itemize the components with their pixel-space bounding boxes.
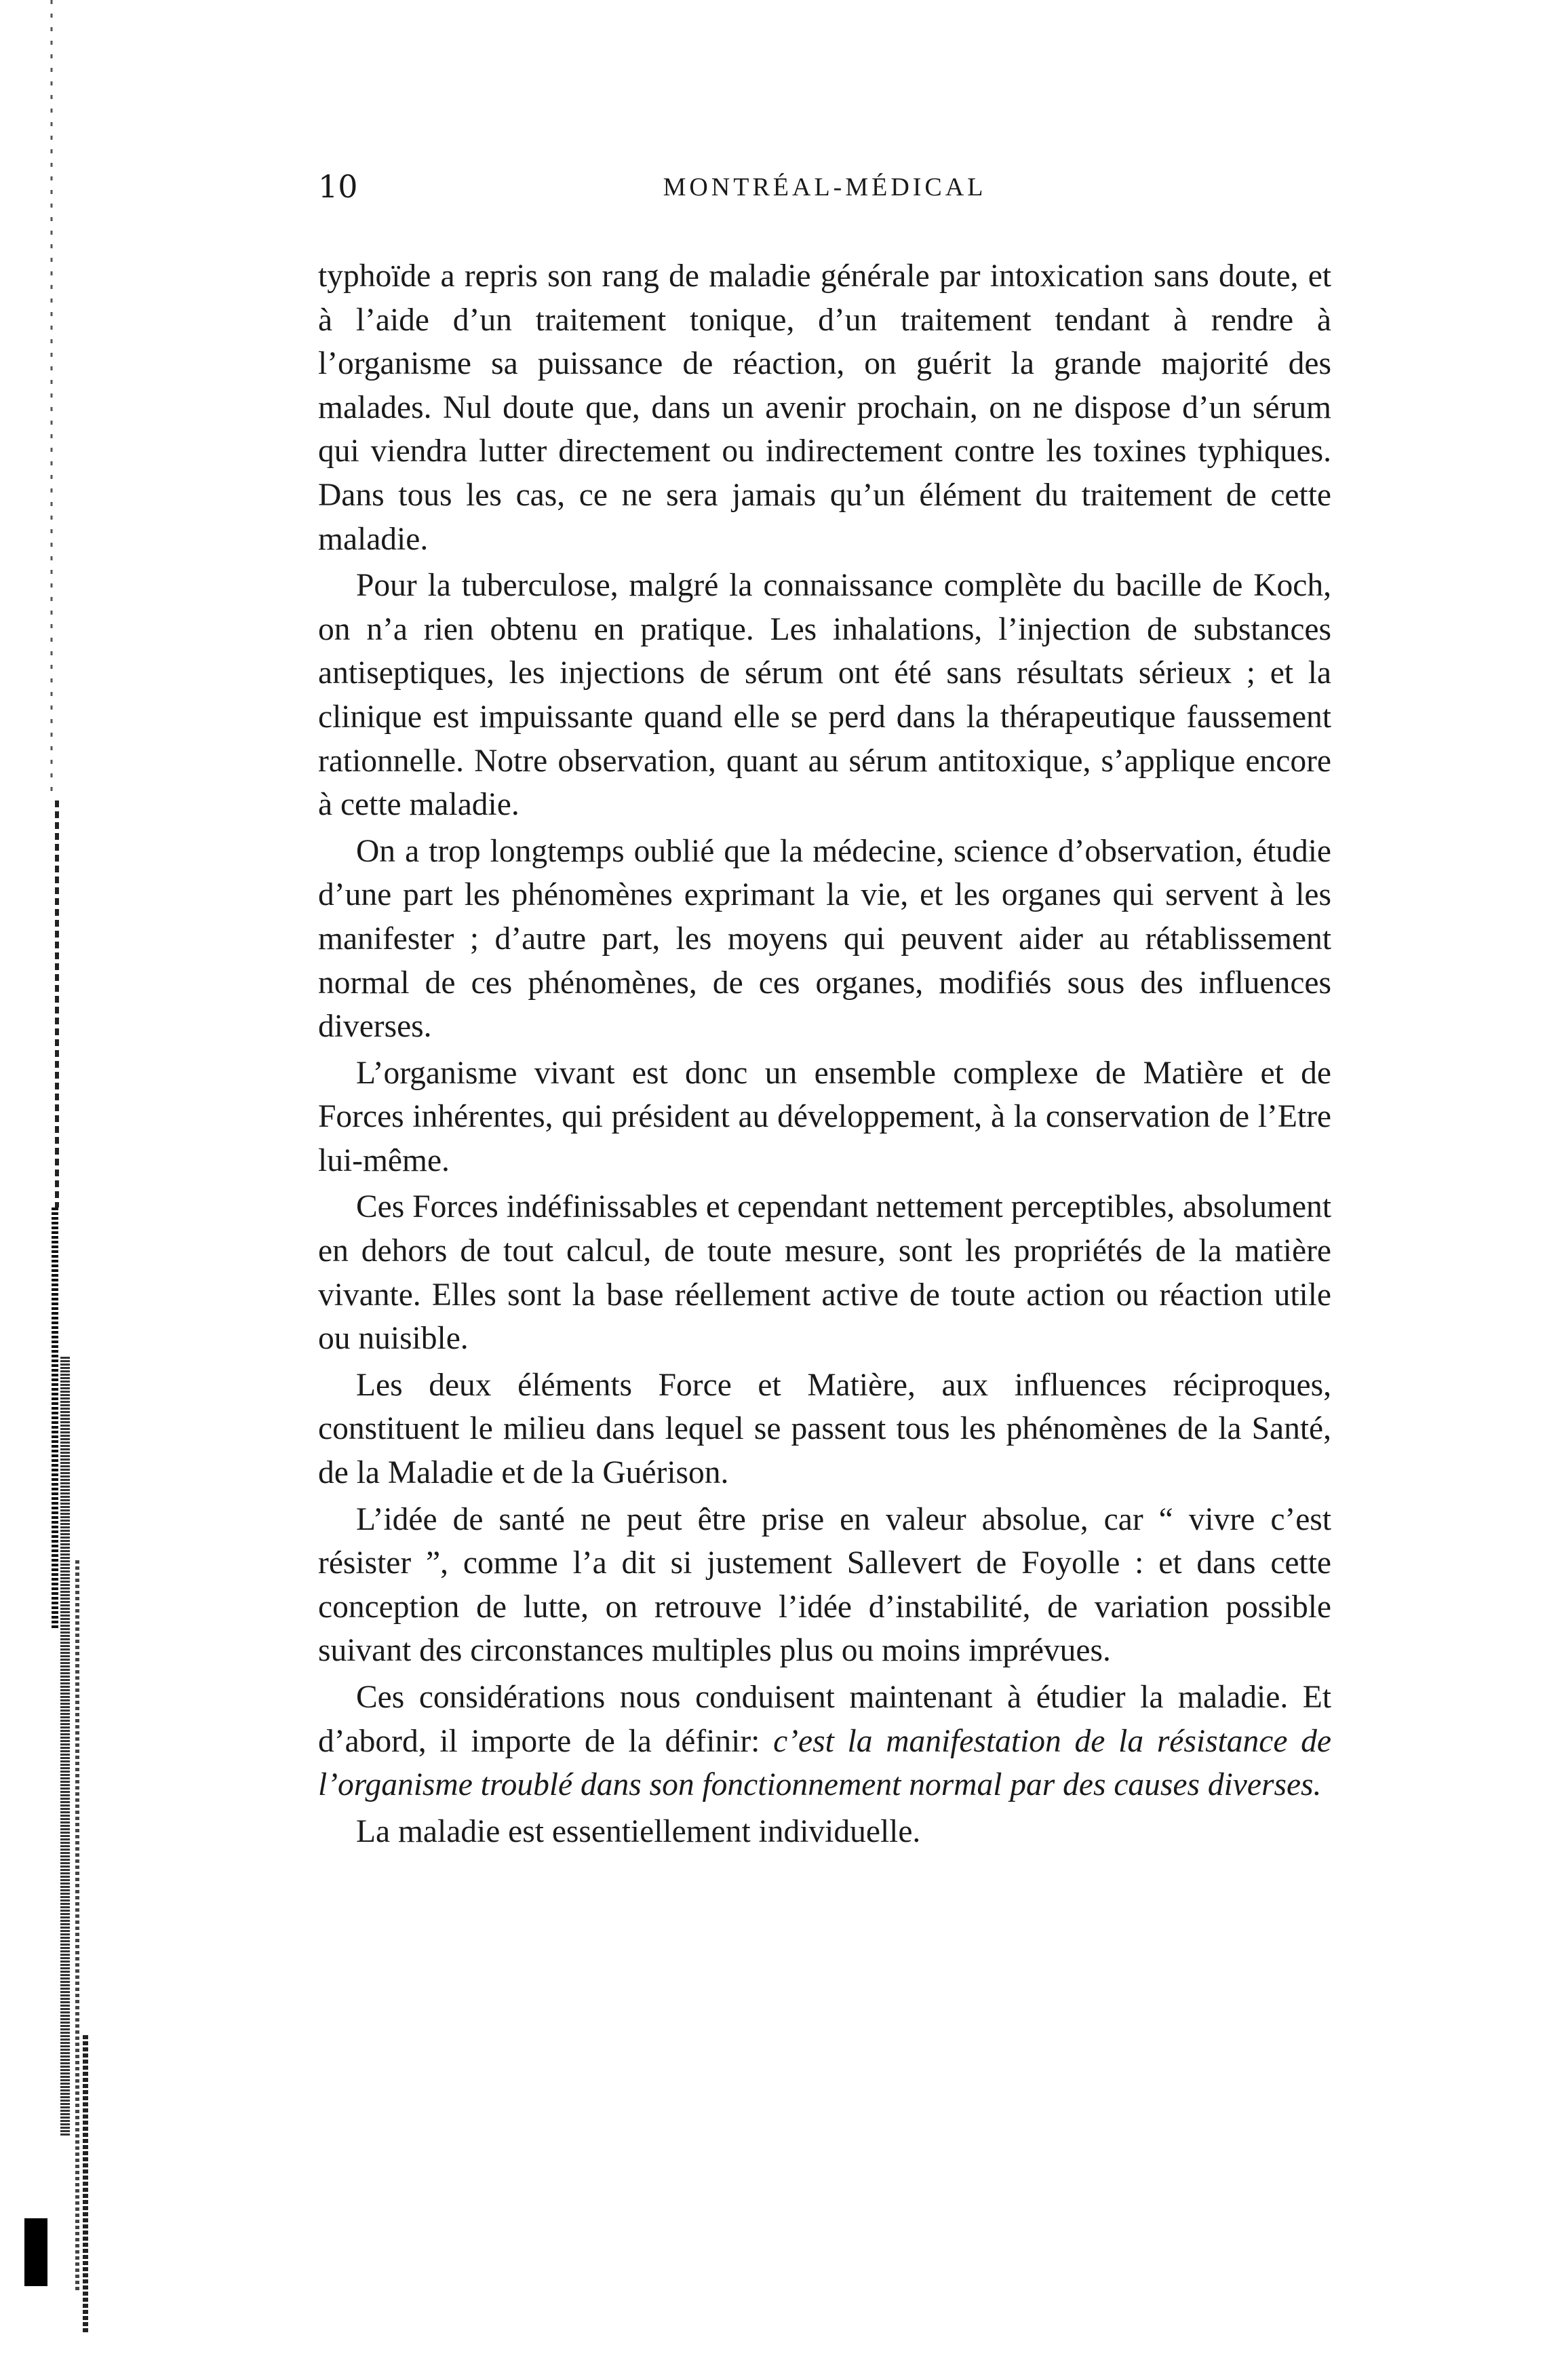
paragraph-tuberculose: Pour la tuberculose, malgré la connaissance complète du bacille de Koch, on n’a rien obtenu en pratique. Les inhalations, l’injection de substances antiseptiques, les injections de sérum ont été sans résultats sérieux ; et la clinique est impuissante quand elle se perd dans la thérapeutique faussement rationnelle. Notre observation, quant au sérum antitoxique, s’applique encore à cette maladie. (318, 568, 1331, 823)
page-header (318, 168, 1331, 216)
paragraph-organisme-vivant: L’organisme vivant est donc un ensemble complexe de Matière et de Forces inhérentes, qui président au développement, à la conservation de l’Etre lui-même. (318, 1055, 1331, 1178)
article-body (318, 254, 1331, 1853)
paragraph-forces: Ces Forces indéfinissables et cependant nettement perceptibles, absolument en dehors de tout calcul, de toute mesure, sont les propriétés de la matière vivante. Elles sont la base réellement active de toute action ou réaction utile ou nuisible. (318, 1189, 1331, 1357)
paragraph-idee-sante: L’idée de santé ne peut être prise en valeur absolue, car “ vivre c’est résister ”, comme l’a dit si justement Sallevert de Foyolle : et dans cette conception de lutte, on retrouve l’idée d’instabilité, de variation possible suivant des circonstances multiples plus ou moins imprévues. (318, 1501, 1331, 1669)
paragraph-typhoide: typhoïde a repris son rang de maladie générale par intoxication sans doute, et à l’aide d’un traitement tonique, d’un traitement tendant à rendre à l’organisme sa puissance de réaction, on guérit la grande majorité des malades. Nul doute que, dans un avenir prochain, on ne dispose d’un sérum qui viendra lutter directement ou indirectement contre les toxines typhiques. Dans tous les cas, ce ne sera jamais qu’un élément du traitement de cette maladie. (318, 258, 1331, 557)
definition-lead: Ces considérations nous conduisent maintenant à étudier la maladie. Et d’abord, il importe de la définir: (318, 1680, 1331, 1759)
paragraph-force-matiere: Les deux éléments Force et Matière, aux influences réciproques, constituent le milieu dans lequel se passent tous les phénomènes de la Santé, de la Maladie et de la Guérison. (318, 1367, 1331, 1491)
paragraph-definition-maladie (318, 1676, 1331, 1807)
page-number: 10 (318, 168, 358, 205)
running-title: MONTRÉAL-MÉDICAL (663, 173, 987, 201)
paragraph-closing: La maladie est essentiellement individuelle. (356, 1813, 921, 1849)
paragraph-medecine-observation: On a trop longtemps oublié que la médecine, science d’observation, étudie d’une part les phénomènes exprimant la vie, et les organes qui servent à les manifester ; d’autre part, les moyens qui peuvent aider au rétablissement normal de ces phénomènes, de ces organes, modifiés sous des influences diverses. (318, 833, 1331, 1045)
binding-gutter-artifact (24, 0, 92, 2356)
definition-italic: c’est la manifestation de la résistance de l’organisme troublé dans son fonctionnement normal par des causes diverses. (318, 1723, 1331, 1803)
